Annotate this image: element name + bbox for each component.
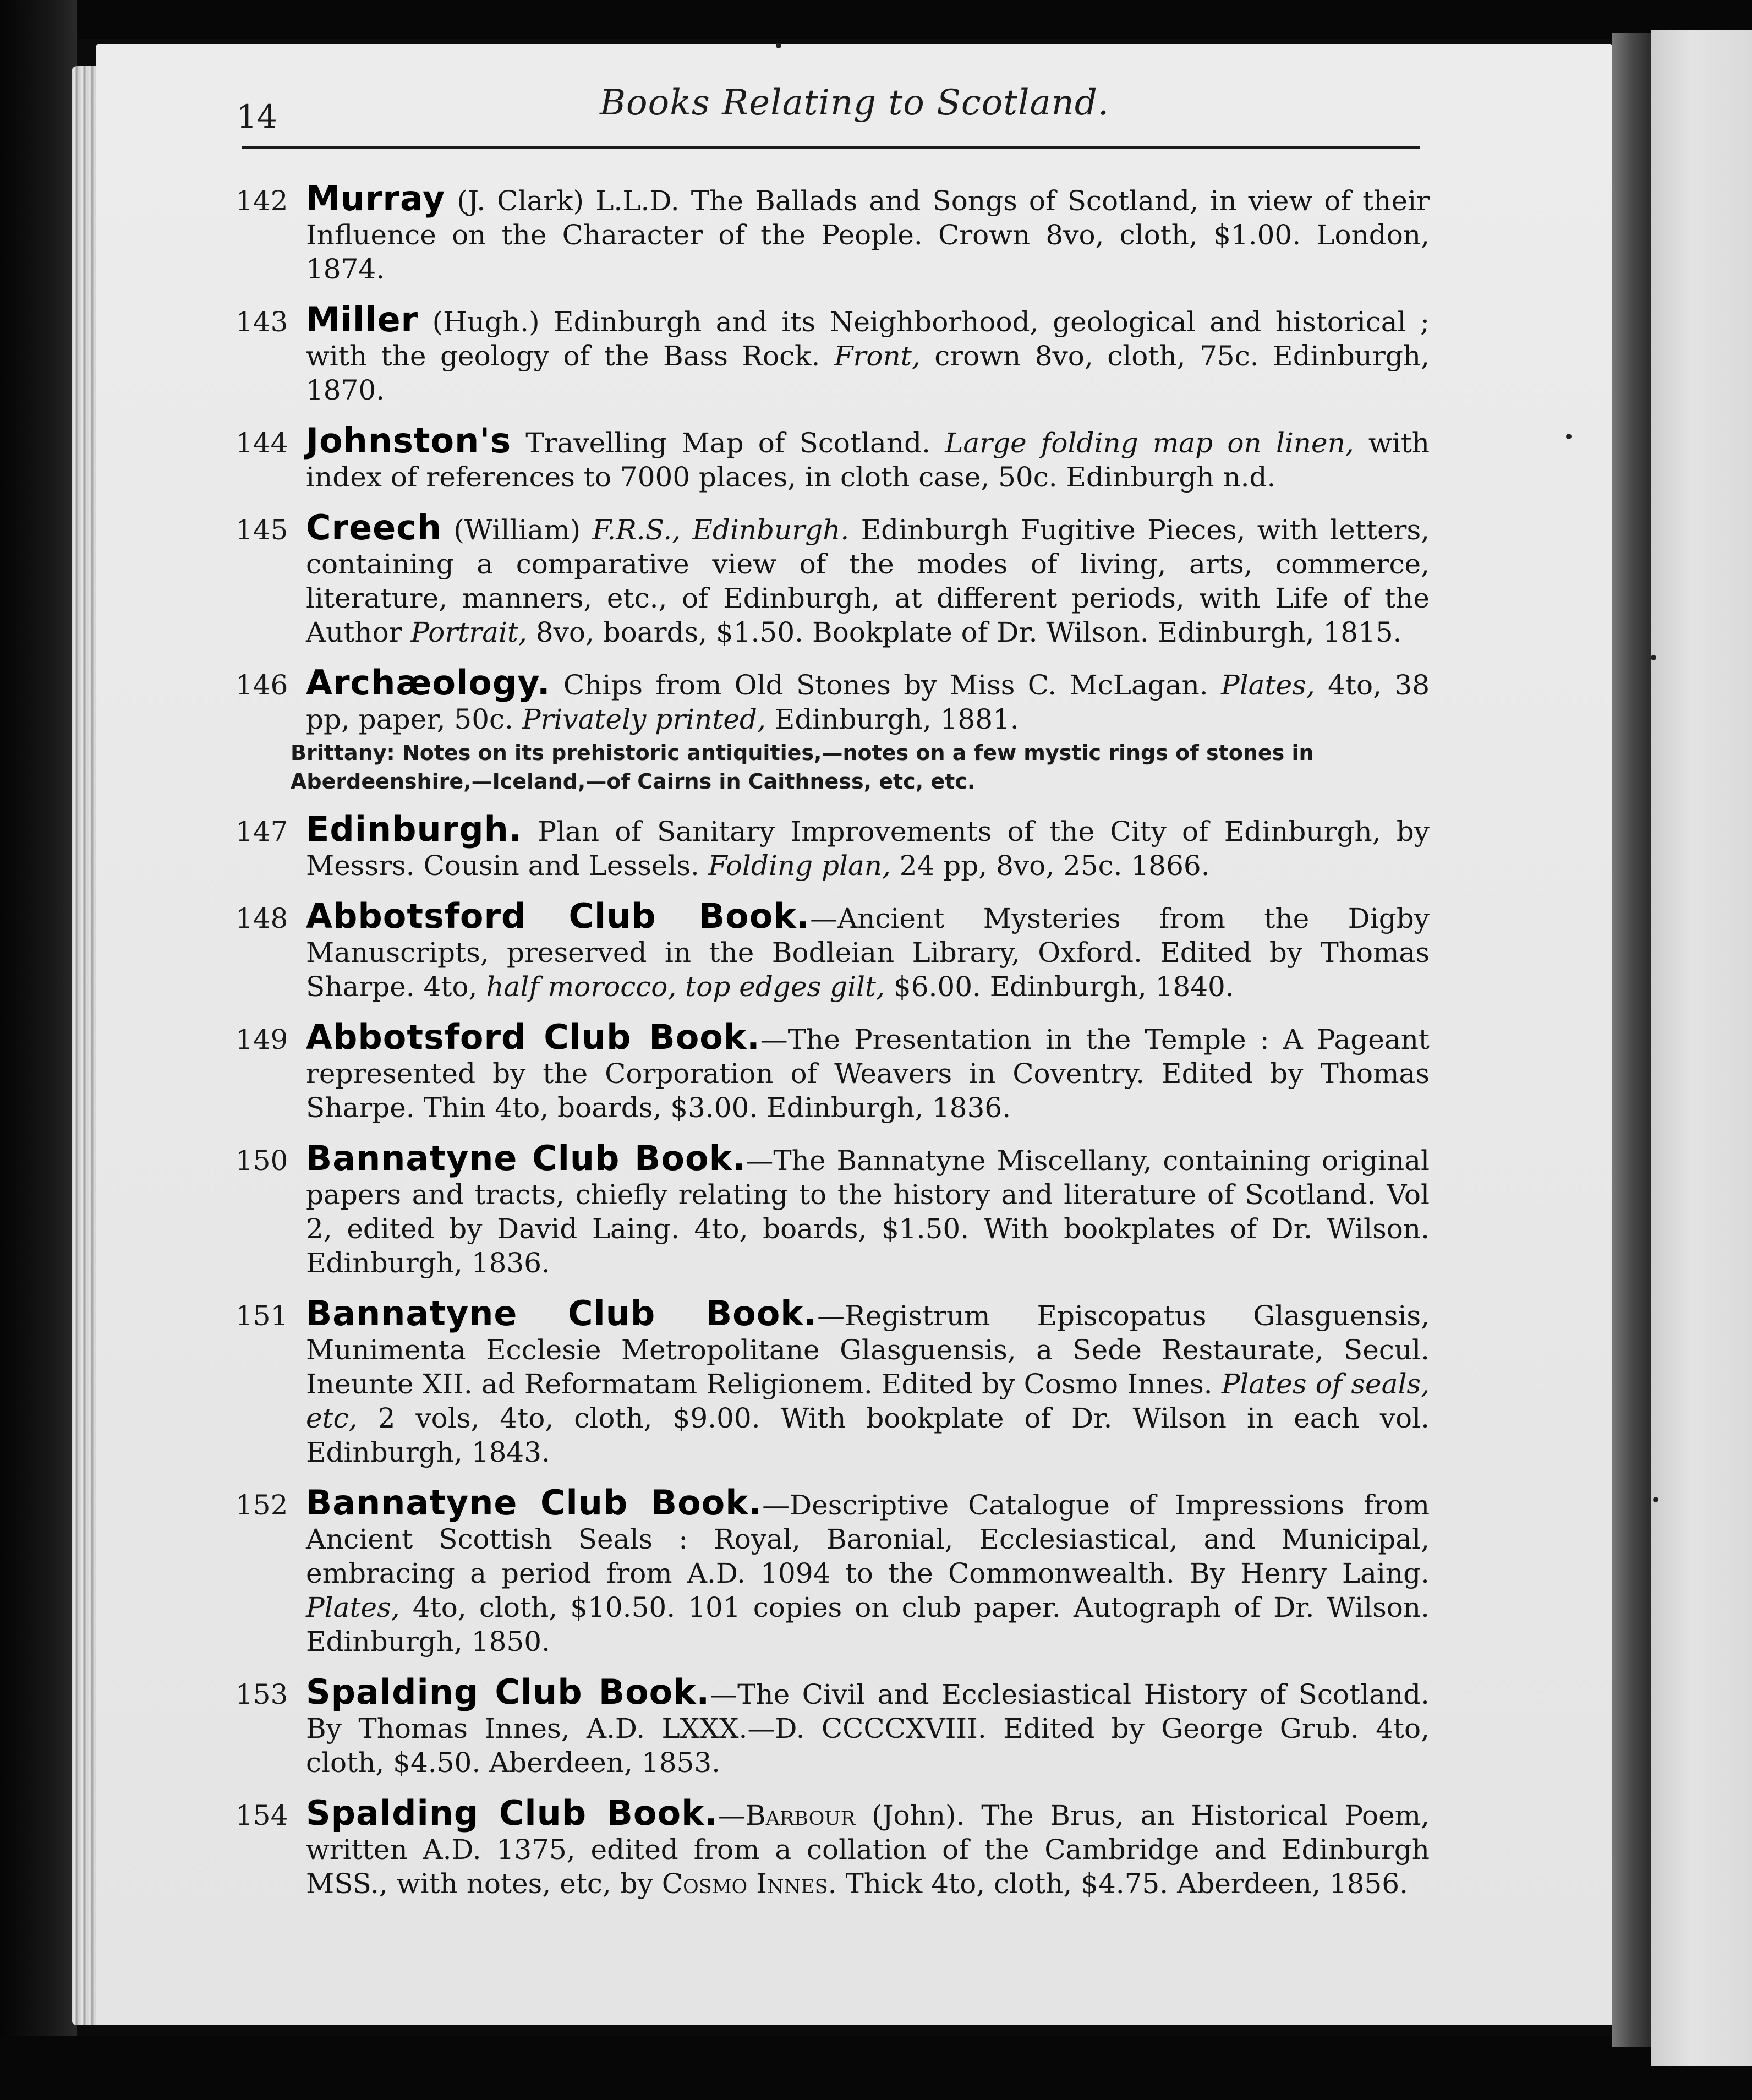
catalogue-entry	[236, 420, 1430, 494]
entry-heading: Abbotsford Club Book.	[306, 1017, 760, 1057]
catalogue-entry	[236, 1138, 1430, 1280]
entry-italic-text: Large folding map on linen,	[945, 427, 1354, 459]
entry-smallcaps-text: Cosmo Innes	[661, 1868, 828, 1900]
running-head: Books Relating to Scotland.	[600, 83, 1110, 123]
entry-italic-text: Plates of seals, etc,	[306, 1368, 1430, 1434]
entry-description: Edinburgh, 1881.	[765, 703, 1019, 735]
entry-text	[306, 420, 1430, 494]
next-page-edge	[1651, 30, 1752, 2066]
scan-speck	[776, 43, 781, 48]
entry-smallcaps-text: Barbour	[745, 1800, 856, 1831]
entry-description: Chips from Old Stones by Miss C. McLagan.	[550, 669, 1222, 701]
entry-text	[306, 507, 1430, 649]
entry-description: (William)	[442, 514, 593, 546]
entry-italic-text: Portrait,	[410, 616, 527, 648]
entry-italic-text: Plates,	[1221, 669, 1315, 701]
entry-description: 4to, 38 pp, paper, 50c.	[306, 669, 1430, 735]
catalogue-entries	[236, 178, 1430, 1917]
entry-number: 143	[236, 306, 288, 338]
catalogue-entry	[236, 896, 1430, 1004]
entry-description: Travelling Map of Scotland.	[511, 427, 945, 459]
catalogue-entry	[236, 1017, 1430, 1125]
entry-heading: Murray	[306, 178, 446, 218]
entry-italic-text: Folding plan,	[708, 850, 891, 882]
entry-text	[306, 178, 1430, 286]
entry-heading: Miller	[306, 299, 419, 340]
catalogue-entry	[236, 1793, 1430, 1901]
entry-description: —Registrum Episcopatus Glasguensis, Munimenta Ecclesie Metropolitane Glasguensis, a Sede Restaurate, Secul. Ineunte XII. ad Reformatam Religionem. Edited by Cosmo Innes.	[306, 1300, 1430, 1400]
entry-description: —Descriptive Catalogue of Impressions from Ancient Scottish Seals : Royal, Baronial, Ecclesiastical, and Municipal, embracing a period from A.D. 1094 to the Commonwealth. By Henry Laing.	[306, 1489, 1430, 1589]
entry-number: 148	[236, 903, 288, 934]
entry-description: 24 pp, 8vo, 25c. 1866.	[890, 850, 1210, 882]
entry-heading: Bannatyne Club Book.	[306, 1293, 818, 1333]
entry-number: 153	[236, 1678, 288, 1710]
entry-description: —Ancient Mysteries from the Digby Manuscripts, preserved in the Bodleian Library, Oxford. Edited by Thomas Sharpe. 4to,	[306, 903, 1430, 1003]
catalogue-entry	[236, 507, 1430, 649]
entry-number: 144	[236, 427, 288, 459]
entry-italic-text: Front,	[834, 340, 921, 372]
entry-text	[306, 1793, 1430, 1901]
scan-speck	[1566, 434, 1572, 439]
entry-description: with index of references to 7000 places, in cloth case, 50c. Edinburgh n.d.	[306, 427, 1430, 493]
entry-text	[306, 1138, 1430, 1280]
catalogue-entry	[236, 663, 1430, 796]
entry-description: (Hugh.) Edinburgh and its Neighborhood, geological and historical ; with the geology of the Bass Rock.	[306, 306, 1430, 372]
entry-number: 142	[236, 185, 288, 217]
entry-description: (John). The Brus, an Historical Poem, written A.D. 1375, edited from a collation of the Cambridge and Edinburgh MSS., with notes, etc, by	[306, 1800, 1430, 1900]
entry-heading: Creech	[306, 507, 442, 548]
header-rule	[242, 146, 1420, 149]
entry-description: —	[718, 1800, 746, 1831]
entry-number: 149	[236, 1024, 288, 1056]
entry-description: . Thick 4to, cloth, $4.75. Aberdeen, 1856.	[828, 1868, 1409, 1900]
entry-text	[306, 1483, 1430, 1659]
entry-heading: Bannatyne Club Book.	[306, 1138, 746, 1178]
entry-heading: Abbotsford Club Book.	[306, 896, 811, 936]
entry-italic-text: F.R.S., Edinburgh.	[592, 514, 850, 546]
entry-heading: Archæology.	[306, 663, 551, 703]
entry-text	[306, 663, 1430, 736]
entry-heading: Spalding Club Book.	[306, 1793, 718, 1833]
scan-border-top	[0, 0, 1752, 39]
book-binding	[1612, 33, 1651, 2047]
entry-description: 2 vols, 4to, cloth, $9.00. With bookplate of Dr. Wilson in each vol. Edinburgh, 1843.	[306, 1402, 1430, 1468]
entry-description: —The Bannatyne Miscellany, containing original papers and tracts, chiefly relating to the history and literature of Scotland. Vol 2, edited by David Laing. 4to, boards, $1.50. With bookplates of Dr. Wilson. Edinburgh, 1836.	[306, 1145, 1430, 1279]
entry-number: 152	[236, 1489, 288, 1521]
entry-description: Edinburgh Fugitive Pieces, with letters, containing a comparative view of the modes of living, arts, commerce, literature, manners, etc., of Edinburgh, at different periods, with Life of the Author	[306, 514, 1430, 648]
catalogue-entry	[236, 299, 1430, 407]
entry-number: 150	[236, 1145, 288, 1177]
entry-description: $6.00. Edinburgh, 1840.	[884, 971, 1234, 1003]
entry-note: Brittany: Notes on its prehistoric antiquities,—notes on a few mystic rings of stones in Aberdeenshire,—Iceland,—of Cairns in Caithness, etc, etc.	[291, 741, 1314, 794]
entry-italic-text: Privately printed,	[522, 703, 766, 735]
catalogue-entry	[236, 1483, 1430, 1659]
entry-text	[306, 1293, 1430, 1469]
entry-description: Plan of Sanitary Improvements of the City of Edinburgh, by Messrs. Cousin and Lessels.	[306, 816, 1430, 882]
scan-border-left	[0, 0, 77, 2100]
entry-heading: Johnston's	[306, 420, 512, 461]
entry-italic-text: half morocco, top edges gilt,	[486, 971, 885, 1003]
entry-italic-text: Plates,	[306, 1592, 400, 1623]
page-number: 14	[237, 98, 277, 135]
entry-description: —The Presentation in the Temple : A Pageant represented by the Corporation of Weavers in Coventry. Edited by Thomas Sharpe. Thin 4to, boards, $3.00. Edinburgh, 1836.	[306, 1024, 1430, 1124]
entry-number: 151	[236, 1300, 288, 1332]
entry-description: 4to, cloth, $10.50. 101 copies on club paper. Autograph of Dr. Wilson. Edinburgh, 1850.	[306, 1592, 1430, 1658]
entry-text	[306, 809, 1430, 883]
catalogue-entry	[236, 809, 1430, 883]
entry-text	[306, 896, 1430, 1004]
entry-description: 8vo, boards, $1.50. Bookplate of Dr. Wilson. Edinburgh, 1815.	[527, 616, 1402, 648]
catalogue-entry	[236, 178, 1430, 286]
scan-speck	[1653, 1497, 1658, 1502]
entry-text	[306, 1672, 1430, 1780]
catalogue-entry	[236, 1672, 1430, 1780]
entry-text	[306, 1017, 1430, 1125]
entry-heading: Edinburgh.	[306, 809, 523, 849]
scan-speck	[1651, 655, 1656, 660]
scan-border-bottom	[0, 2036, 1752, 2100]
entry-number: 146	[236, 669, 288, 701]
entry-heading: Spalding Club Book.	[306, 1672, 710, 1712]
entry-heading: Bannatyne Club Book.	[306, 1483, 763, 1523]
entry-description: crown 8vo, cloth, 75c. Edinburgh, 1870.	[306, 340, 1430, 406]
entry-number: 145	[236, 514, 288, 546]
entry-description: (J. Clark) L.L.D. The Ballads and Songs of Scotland, in view of their Influence on the Character of the People. Crown 8vo, cloth, $1.00. London, 1874.	[306, 185, 1430, 285]
entry-text	[306, 299, 1430, 407]
entry-number: 154	[236, 1800, 288, 1831]
entry-description: —The Civil and Ecclesiastical History of Scotland. By Thomas Innes, A.D. LXXX.—D. CCCCXVIII. Edited by George Grub. 4to, cloth, $4.50. Aberdeen, 1853.	[306, 1678, 1430, 1779]
entry-number: 147	[236, 816, 288, 847]
catalogue-entry	[236, 1293, 1430, 1469]
